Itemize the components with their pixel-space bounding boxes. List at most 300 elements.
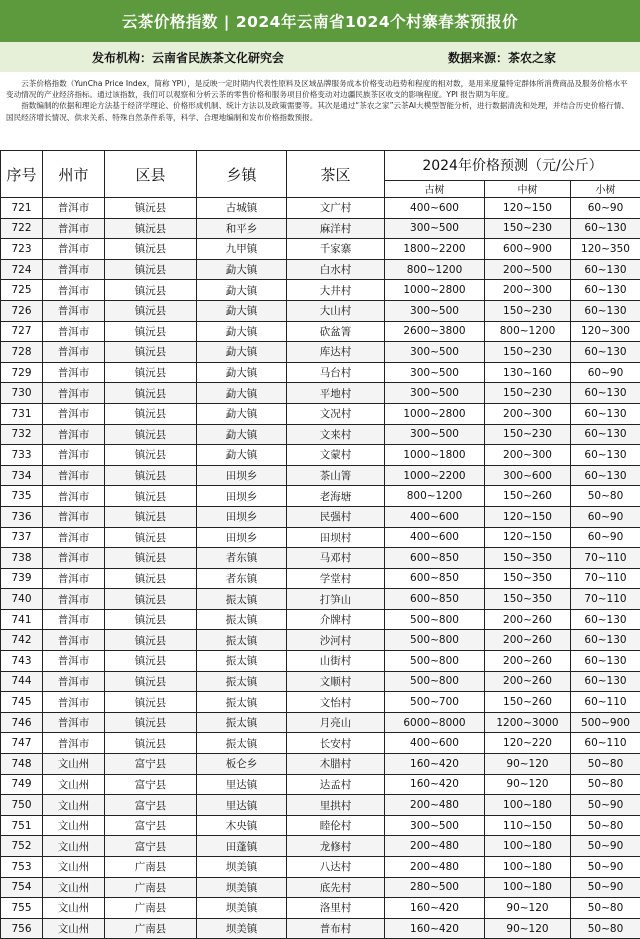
- table-row: [1, 403, 640, 424]
- cell-area: 普布村: [287, 918, 385, 939]
- cell-mid: 150~260: [485, 692, 571, 713]
- table-row: [1, 589, 640, 610]
- col-header-area: 茶区: [287, 151, 385, 198]
- cell-city: 普洱市: [43, 445, 105, 466]
- cell-small: 60~90: [571, 506, 640, 527]
- cell-town: 田蓬镇: [197, 836, 287, 857]
- cell-mid: 120~220: [485, 733, 571, 754]
- table-row: [1, 445, 640, 466]
- cell-small: 60~130: [571, 342, 640, 363]
- cell-mid: 150~350: [485, 548, 571, 569]
- table-row: [1, 239, 640, 260]
- cell-town: 振太镇: [197, 630, 287, 651]
- table-row: [1, 424, 640, 445]
- cell-small: 120~350: [571, 239, 640, 260]
- cell-town: 田坝乡: [197, 465, 287, 486]
- cell-county: 镇沅县: [105, 548, 197, 569]
- cell-small: 60~130: [571, 630, 640, 651]
- cell-no: 748: [1, 754, 43, 775]
- cell-city: 普洱市: [43, 259, 105, 280]
- cell-old: 400~600: [385, 733, 485, 754]
- cell-area: 介牌村: [287, 609, 385, 630]
- table-row: [1, 774, 640, 795]
- cell-mid: 150~260: [485, 486, 571, 507]
- cell-county: 镇沅县: [105, 589, 197, 610]
- cell-city: 普洱市: [43, 589, 105, 610]
- cell-no: 750: [1, 795, 43, 816]
- cell-city: 普洱市: [43, 280, 105, 301]
- cell-area: 大井村: [287, 280, 385, 301]
- cell-city: 文山州: [43, 836, 105, 857]
- cell-area: 学堂村: [287, 568, 385, 589]
- table-row: [1, 877, 640, 898]
- table-row: [1, 548, 640, 569]
- cell-mid: 150~230: [485, 424, 571, 445]
- cell-county: 镇沅县: [105, 651, 197, 672]
- cell-old: 500~700: [385, 692, 485, 713]
- table-row: [1, 342, 640, 363]
- cell-old: 200~480: [385, 795, 485, 816]
- cell-city: 文山州: [43, 918, 105, 939]
- cell-county: 镇沅县: [105, 362, 197, 383]
- cell-city: 普洱市: [43, 239, 105, 260]
- cell-county: 镇沅县: [105, 630, 197, 651]
- cell-no: 741: [1, 609, 43, 630]
- cell-county: 镇沅县: [105, 342, 197, 363]
- cell-small: 60~130: [571, 259, 640, 280]
- table-row: [1, 898, 640, 919]
- cell-area: 茶山箐: [287, 465, 385, 486]
- cell-no: 752: [1, 836, 43, 857]
- cell-no: 727: [1, 321, 43, 342]
- cell-mid: 200~300: [485, 445, 571, 466]
- cell-small: 50~80: [571, 486, 640, 507]
- cell-small: 60~130: [571, 383, 640, 404]
- cell-no: 738: [1, 548, 43, 569]
- cell-old: 160~420: [385, 754, 485, 775]
- cell-no: 723: [1, 239, 43, 260]
- cell-old: 200~480: [385, 857, 485, 878]
- cell-mid: 200~500: [485, 259, 571, 280]
- cell-area: 大山村: [287, 300, 385, 321]
- cell-no: 731: [1, 403, 43, 424]
- cell-town: 勐大镇: [197, 362, 287, 383]
- cell-mid: 200~260: [485, 609, 571, 630]
- cell-no: 749: [1, 774, 43, 795]
- cell-area: 砍盆箐: [287, 321, 385, 342]
- cell-area: 文顺村: [287, 671, 385, 692]
- page-title: 云茶价格指数 | 2024年云南省1024个村寨春茶预报价: [121, 13, 519, 31]
- cell-area: 马台村: [287, 362, 385, 383]
- cell-county: 镇沅县: [105, 486, 197, 507]
- table-row: [1, 836, 640, 857]
- cell-area: 马邓村: [287, 548, 385, 569]
- cell-city: 普洱市: [43, 403, 105, 424]
- cell-county: 富宁县: [105, 754, 197, 775]
- cell-county: 镇沅县: [105, 424, 197, 445]
- cell-old: 500~800: [385, 651, 485, 672]
- cell-no: 755: [1, 898, 43, 919]
- description-notes: [0, 72, 640, 150]
- cell-mid: 110~150: [485, 815, 571, 836]
- cell-city: 普洱市: [43, 712, 105, 733]
- cell-town: 振太镇: [197, 671, 287, 692]
- cell-city: 文山州: [43, 857, 105, 878]
- cell-city: 普洱市: [43, 300, 105, 321]
- cell-mid: 800~1200: [485, 321, 571, 342]
- table-row: [1, 362, 640, 383]
- cell-county: 镇沅县: [105, 568, 197, 589]
- cell-county: 富宁县: [105, 795, 197, 816]
- table-row: [1, 754, 640, 775]
- table-row: [1, 259, 640, 280]
- cell-area: 底先村: [287, 877, 385, 898]
- cell-small: 60~90: [571, 198, 640, 219]
- cell-small: 70~110: [571, 589, 640, 610]
- cell-mid: 130~160: [485, 362, 571, 383]
- cell-town: 里达镇: [197, 795, 287, 816]
- cell-small: 60~130: [571, 300, 640, 321]
- cell-city: 普洱市: [43, 465, 105, 486]
- table-row: [1, 321, 640, 342]
- cell-town: 勐大镇: [197, 445, 287, 466]
- col-header-no: 序号: [1, 151, 43, 198]
- page-title-bar: [0, 0, 640, 42]
- cell-small: 70~110: [571, 568, 640, 589]
- cell-area: 打笋山: [287, 589, 385, 610]
- cell-no: 734: [1, 465, 43, 486]
- cell-town: 坝美镇: [197, 918, 287, 939]
- cell-mid: 200~260: [485, 630, 571, 651]
- cell-town: 者东镇: [197, 568, 287, 589]
- cell-town: 田坝乡: [197, 527, 287, 548]
- cell-no: 733: [1, 445, 43, 466]
- cell-old: 200~480: [385, 836, 485, 857]
- meta-bar: [0, 42, 640, 72]
- cell-town: 者东镇: [197, 548, 287, 569]
- cell-city: 文山州: [43, 754, 105, 775]
- cell-old: 800~1200: [385, 259, 485, 280]
- col-header-price-title: 2024年价格预测（元/公斤）: [385, 151, 640, 181]
- table-row: [1, 527, 640, 548]
- cell-town: 振太镇: [197, 609, 287, 630]
- cell-old: 300~500: [385, 383, 485, 404]
- cell-old: 280~500: [385, 877, 485, 898]
- cell-city: 普洱市: [43, 527, 105, 548]
- cell-no: 740: [1, 589, 43, 610]
- cell-town: 木央镇: [197, 815, 287, 836]
- table-row: [1, 857, 640, 878]
- cell-city: 普洱市: [43, 342, 105, 363]
- cell-old: 300~500: [385, 362, 485, 383]
- cell-mid: 300~600: [485, 465, 571, 486]
- cell-mid: 200~300: [485, 280, 571, 301]
- cell-town: 田坝乡: [197, 506, 287, 527]
- cell-small: 60~130: [571, 651, 640, 672]
- cell-mid: 90~120: [485, 898, 571, 919]
- cell-small: 50~90: [571, 857, 640, 878]
- cell-mid: 600~900: [485, 239, 571, 260]
- cell-area: 平地村: [287, 383, 385, 404]
- cell-city: 普洱市: [43, 383, 105, 404]
- cell-small: 50~80: [571, 774, 640, 795]
- cell-area: 八达村: [287, 857, 385, 878]
- cell-mid: 90~120: [485, 918, 571, 939]
- cell-area: 文广村: [287, 198, 385, 219]
- cell-city: 普洱市: [43, 362, 105, 383]
- cell-small: 50~90: [571, 877, 640, 898]
- cell-area: 月亮山: [287, 712, 385, 733]
- cell-old: 400~600: [385, 527, 485, 548]
- cell-no: 729: [1, 362, 43, 383]
- cell-area: 龙修村: [287, 836, 385, 857]
- cell-county: 镇沅县: [105, 445, 197, 466]
- table-row: [1, 712, 640, 733]
- cell-small: 50~80: [571, 898, 640, 919]
- cell-area: 白水村: [287, 259, 385, 280]
- price-table: [0, 150, 640, 939]
- publisher-label: 发布机构：云南省民族茶文化研究会: [92, 50, 285, 65]
- cell-small: 120~300: [571, 321, 640, 342]
- cell-small: 50~80: [571, 815, 640, 836]
- cell-old: 800~1200: [385, 486, 485, 507]
- cell-small: 60~90: [571, 362, 640, 383]
- cell-city: 普洱市: [43, 568, 105, 589]
- cell-mid: 150~230: [485, 300, 571, 321]
- cell-county: 镇沅县: [105, 465, 197, 486]
- cell-no: 743: [1, 651, 43, 672]
- cell-town: 里达镇: [197, 774, 287, 795]
- cell-city: 普洱市: [43, 609, 105, 630]
- cell-city: 普洱市: [43, 651, 105, 672]
- cell-town: 振太镇: [197, 589, 287, 610]
- cell-no: 742: [1, 630, 43, 651]
- cell-town: 田坝乡: [197, 486, 287, 507]
- cell-mid: 150~230: [485, 218, 571, 239]
- cell-area: 老海塘: [287, 486, 385, 507]
- cell-city: 普洱市: [43, 733, 105, 754]
- cell-town: 振太镇: [197, 712, 287, 733]
- cell-county: 镇沅县: [105, 198, 197, 219]
- cell-city: 普洱市: [43, 424, 105, 445]
- cell-no: 724: [1, 259, 43, 280]
- cell-mid: 100~180: [485, 857, 571, 878]
- cell-small: 60~110: [571, 692, 640, 713]
- cell-area: 长安村: [287, 733, 385, 754]
- cell-city: 普洱市: [43, 198, 105, 219]
- cell-town: 勐大镇: [197, 300, 287, 321]
- col-header-town: 乡镇: [197, 151, 287, 198]
- cell-area: 木腊村: [287, 754, 385, 775]
- cell-old: 300~500: [385, 815, 485, 836]
- cell-no: 730: [1, 383, 43, 404]
- cell-city: 普洱市: [43, 486, 105, 507]
- cell-no: 739: [1, 568, 43, 589]
- cell-mid: 200~260: [485, 651, 571, 672]
- cell-area: 达孟村: [287, 774, 385, 795]
- cell-small: 60~90: [571, 527, 640, 548]
- cell-county: 广南县: [105, 918, 197, 939]
- cell-mid: 200~300: [485, 403, 571, 424]
- cell-area: 睦伦村: [287, 815, 385, 836]
- cell-county: 镇沅县: [105, 239, 197, 260]
- cell-small: 60~130: [571, 424, 640, 445]
- cell-mid: 150~230: [485, 342, 571, 363]
- cell-old: 300~500: [385, 300, 485, 321]
- cell-no: 732: [1, 424, 43, 445]
- notes-paragraph-1: 云茶价格指数（YunCha Price Index，简称 YPI），是反映一定时期内代表性原料及区域品牌服务成本价格变动趋势和程度的相对数，是用来度量特定群体所消费商品及服务价格水平变动情况的产业经济指标。通过该指数，我们可以观察和分析云茶的零售价格和服务项目价格变动对边疆民族茶区收支的影响程度。YPI 报告期为年度。: [6, 79, 628, 100]
- cell-small: 50~80: [571, 754, 640, 775]
- cell-no: 725: [1, 280, 43, 301]
- cell-county: 镇沅县: [105, 259, 197, 280]
- cell-no: 721: [1, 198, 43, 219]
- cell-city: 普洱市: [43, 671, 105, 692]
- cell-area: 文怡村: [287, 692, 385, 713]
- cell-mid: 100~180: [485, 836, 571, 857]
- cell-small: 60~130: [571, 445, 640, 466]
- cell-county: 镇沅县: [105, 733, 197, 754]
- cell-small: 50~90: [571, 795, 640, 816]
- cell-county: 广南县: [105, 898, 197, 919]
- cell-no: 756: [1, 918, 43, 939]
- cell-mid: 120~150: [485, 527, 571, 548]
- cell-county: 镇沅县: [105, 403, 197, 424]
- cell-town: 振太镇: [197, 733, 287, 754]
- table-body: [1, 198, 640, 939]
- table-row: [1, 280, 640, 301]
- cell-county: 广南县: [105, 877, 197, 898]
- cell-area: 麻洋村: [287, 218, 385, 239]
- cell-area: 洛里村: [287, 898, 385, 919]
- cell-mid: 150~230: [485, 383, 571, 404]
- cell-county: 广南县: [105, 857, 197, 878]
- cell-old: 160~420: [385, 774, 485, 795]
- cell-small: 500~900: [571, 712, 640, 733]
- cell-no: 736: [1, 506, 43, 527]
- cell-mid: 120~150: [485, 506, 571, 527]
- table-row: [1, 568, 640, 589]
- cell-mid: 150~350: [485, 568, 571, 589]
- cell-town: 勐大镇: [197, 403, 287, 424]
- cell-town: 勐大镇: [197, 280, 287, 301]
- table-row: [1, 465, 640, 486]
- cell-old: 500~800: [385, 630, 485, 651]
- cell-small: 50~80: [571, 918, 640, 939]
- cell-mid: 90~120: [485, 754, 571, 775]
- cell-county: 镇沅县: [105, 280, 197, 301]
- cell-small: 60~130: [571, 609, 640, 630]
- cell-area: 库达村: [287, 342, 385, 363]
- cell-city: 文山州: [43, 815, 105, 836]
- table-row: [1, 506, 640, 527]
- cell-mid: 200~260: [485, 671, 571, 692]
- cell-old: 400~600: [385, 198, 485, 219]
- cell-city: 普洱市: [43, 630, 105, 651]
- cell-old: 600~850: [385, 589, 485, 610]
- cell-city: 文山州: [43, 795, 105, 816]
- cell-town: 坝美镇: [197, 898, 287, 919]
- cell-city: 文山州: [43, 898, 105, 919]
- cell-city: 文山州: [43, 774, 105, 795]
- cell-area: 文况村: [287, 403, 385, 424]
- cell-old: 1000~2800: [385, 280, 485, 301]
- table-row: [1, 795, 640, 816]
- cell-old: 1000~2200: [385, 465, 485, 486]
- cell-town: 坝美镇: [197, 857, 287, 878]
- cell-old: 500~800: [385, 671, 485, 692]
- cell-small: 60~130: [571, 218, 640, 239]
- col-header-mid-tree: 中树: [485, 180, 571, 197]
- col-header-county: 区县: [105, 151, 197, 198]
- cell-mid: 100~180: [485, 877, 571, 898]
- table-row: [1, 218, 640, 239]
- cell-old: 6000~8000: [385, 712, 485, 733]
- cell-old: 300~500: [385, 424, 485, 445]
- cell-town: 坝美镇: [197, 877, 287, 898]
- cell-city: 普洱市: [43, 548, 105, 569]
- cell-county: 镇沅县: [105, 712, 197, 733]
- cell-county: 镇沅县: [105, 321, 197, 342]
- table-row: [1, 671, 640, 692]
- table-row: [1, 733, 640, 754]
- cell-no: 747: [1, 733, 43, 754]
- cell-city: 普洱市: [43, 321, 105, 342]
- cell-town: 板仑乡: [197, 754, 287, 775]
- col-header-small-tree: 小树: [571, 180, 640, 197]
- cell-county: 镇沅县: [105, 609, 197, 630]
- table-row: [1, 300, 640, 321]
- cell-town: 振太镇: [197, 651, 287, 672]
- cell-county: 镇沅县: [105, 383, 197, 404]
- cell-mid: 1200~3000: [485, 712, 571, 733]
- cell-old: 1800~2200: [385, 239, 485, 260]
- cell-old: 400~600: [385, 506, 485, 527]
- table-row: [1, 918, 640, 939]
- cell-small: 60~130: [571, 403, 640, 424]
- cell-area: 文来村: [287, 424, 385, 445]
- cell-town: 勐大镇: [197, 424, 287, 445]
- cell-old: 1000~2800: [385, 403, 485, 424]
- table-row: [1, 692, 640, 713]
- cell-area: 里拱村: [287, 795, 385, 816]
- cell-mid: 90~120: [485, 774, 571, 795]
- cell-small: 50~90: [571, 836, 640, 857]
- table-row: [1, 815, 640, 836]
- cell-no: 737: [1, 527, 43, 548]
- cell-town: 勐大镇: [197, 321, 287, 342]
- cell-area: 民强村: [287, 506, 385, 527]
- cell-county: 镇沅县: [105, 671, 197, 692]
- cell-county: 富宁县: [105, 836, 197, 857]
- cell-old: 600~850: [385, 568, 485, 589]
- col-header-city: 州市: [43, 151, 105, 198]
- cell-city: 普洱市: [43, 506, 105, 527]
- cell-small: 60~130: [571, 671, 640, 692]
- cell-no: 744: [1, 671, 43, 692]
- table-row: [1, 383, 640, 404]
- cell-town: 和平乡: [197, 218, 287, 239]
- cell-county: 镇沅县: [105, 692, 197, 713]
- cell-county: 镇沅县: [105, 218, 197, 239]
- cell-town: 勐大镇: [197, 383, 287, 404]
- cell-no: 746: [1, 712, 43, 733]
- cell-mid: 100~180: [485, 795, 571, 816]
- cell-old: 500~800: [385, 609, 485, 630]
- cell-area: 沙河村: [287, 630, 385, 651]
- cell-small: 70~110: [571, 548, 640, 569]
- col-header-old-tree: 古树: [385, 180, 485, 197]
- cell-no: 726: [1, 300, 43, 321]
